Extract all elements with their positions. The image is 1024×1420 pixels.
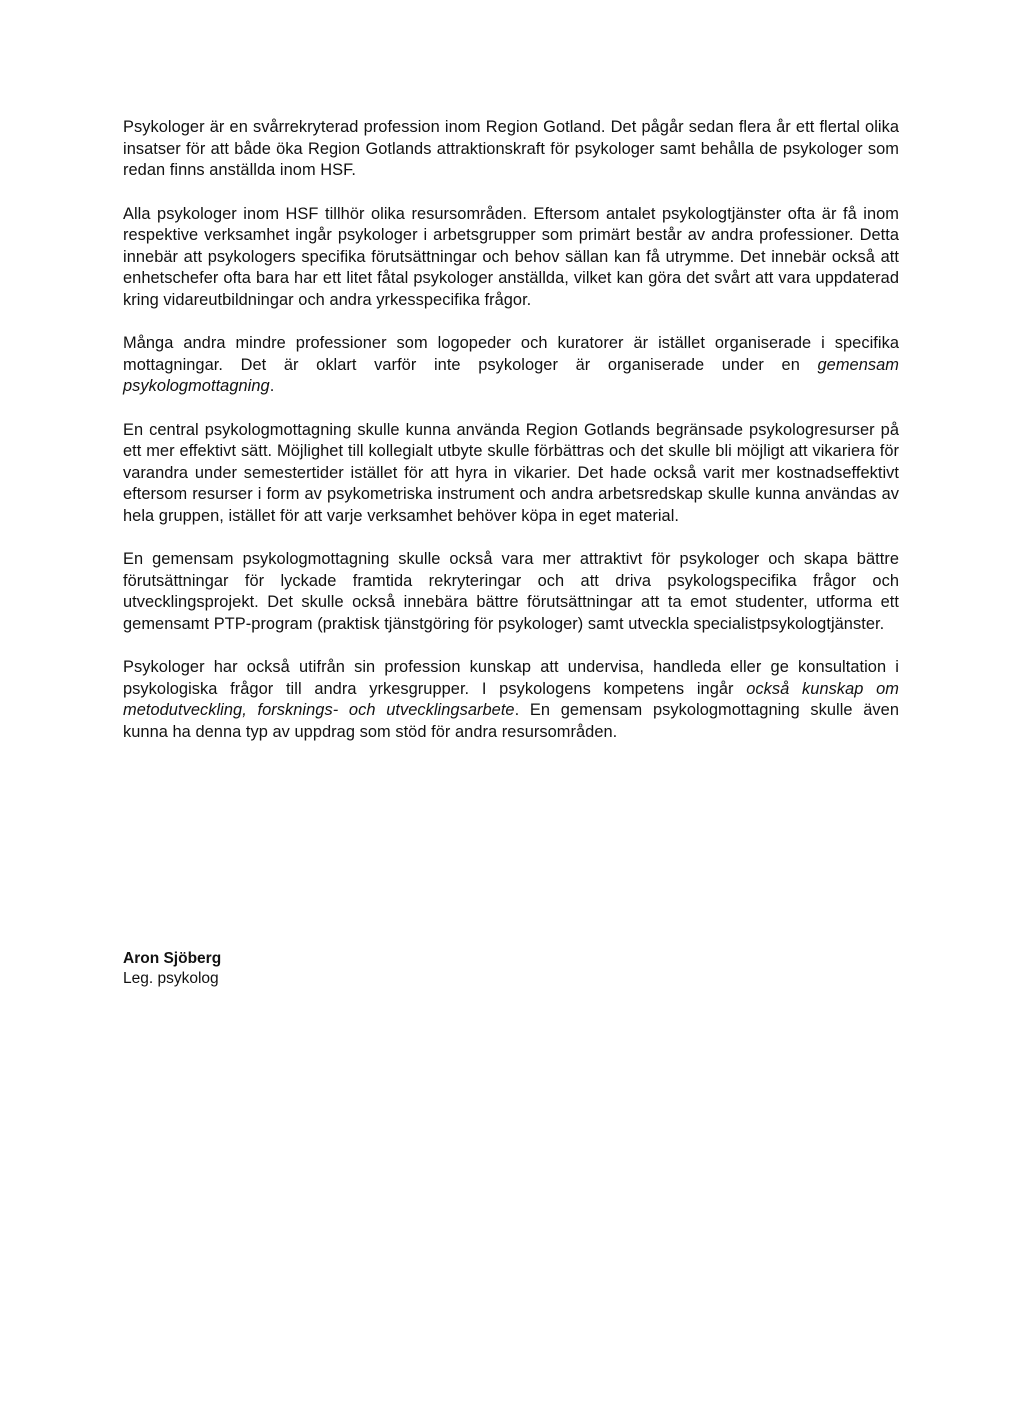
paragraph-text: En central psykologmottagning skulle kunna använda Region Gotlands begränsade psykologresurser på ett mer effektivt sätt. Möjlighet till kollegialt utbyte skulle förbättras och det skulle bli möjligt att vikariera för varandra under semestertider istället för att hyra in vikarier. Det hade också varit mer kostnadseffektivt eftersom resurser i form av psykometriska instrument och andra arbetsredskap skulle kunna användas av hela gruppen, istället för att varje verksamhet behöver köpa in eget material.	[123, 420, 899, 525]
paragraph-text: Många andra mindre professioner som logopeder och kuratorer är istället organiserade i specifika mottagningar. Det är oklart varför inte psykologer är organiserade under en	[123, 334, 899, 374]
document-body	[123, 117, 899, 765]
paragraph-central-clinic	[123, 420, 899, 528]
paragraph-text: En gemensam psykologmottagning skulle också vara mer attraktivt för psykologer och skapa bättre förutsättningar för lyckade framtida rekryteringar och att driva psykologspecifika frågor och utvecklingsprojekt. Det skulle också innebära bättre förutsättningar att ta emot studenter, utforma ett gemensamt PTP-program (praktisk tjänstgöring för psykologer) samt utveckla specialistpsykologtjänster.	[123, 550, 899, 633]
paragraph-text: Alla psykologer inom HSF tillhör olika resursområden. Eftersom antalet psykologtjänster ofta är få inom respektive verksamhet ingår psykologer i arbetsgrupper som primärt består av andra professioner. Detta innebär att psykologers specifika förutsättningar och behov sällan kan få utrymme. Det innebär också att enhetschefer ofta bara har ett litet fåtal psykologer anställda, vilket kan göra det svårt att vara uppdaterad kring vidareutbildningar och andra yrkesspecifika frågor.	[123, 204, 899, 309]
paragraph-resource-areas	[123, 204, 899, 312]
paragraph-competence	[123, 657, 899, 743]
paragraph-text: Psykologer är en svårrekryterad profession inom Region Gotland. Det pågår sedan flera år ett flertal olika insatser för att både öka Region Gotlands attraktionskraft för psykologer samt behålla de psykologer som redan finns anställda inom HSF.	[123, 118, 899, 179]
paragraph-attractiveness	[123, 549, 899, 635]
paragraph-emphasis: gemensam psykologmottagning	[123, 355, 899, 395]
paragraph-emphasis: också kunskap om metodutveckling, forsknings- och utvecklingsarbete	[123, 679, 900, 719]
signature-title: Leg. psykolog	[123, 970, 219, 987]
signature-name: Aron Sjöberg	[123, 950, 222, 967]
paragraph-text: Psykologer har också utifrån sin profession kunskap att undervisa, handleda eller ge konsultation i psykologiska frågor till andra yrkesgrupper. I psykologens kompetens ingår	[123, 658, 899, 698]
paragraph-text: .	[269, 377, 275, 395]
paragraph-intro	[123, 117, 899, 182]
paragraph-other-professions	[123, 333, 899, 398]
signature-block	[123, 949, 221, 989]
paragraph-text: . En gemensam psykologmottagning skulle även kunna ha denna typ av uppdrag som stöd för andra resursområden.	[123, 701, 899, 741]
